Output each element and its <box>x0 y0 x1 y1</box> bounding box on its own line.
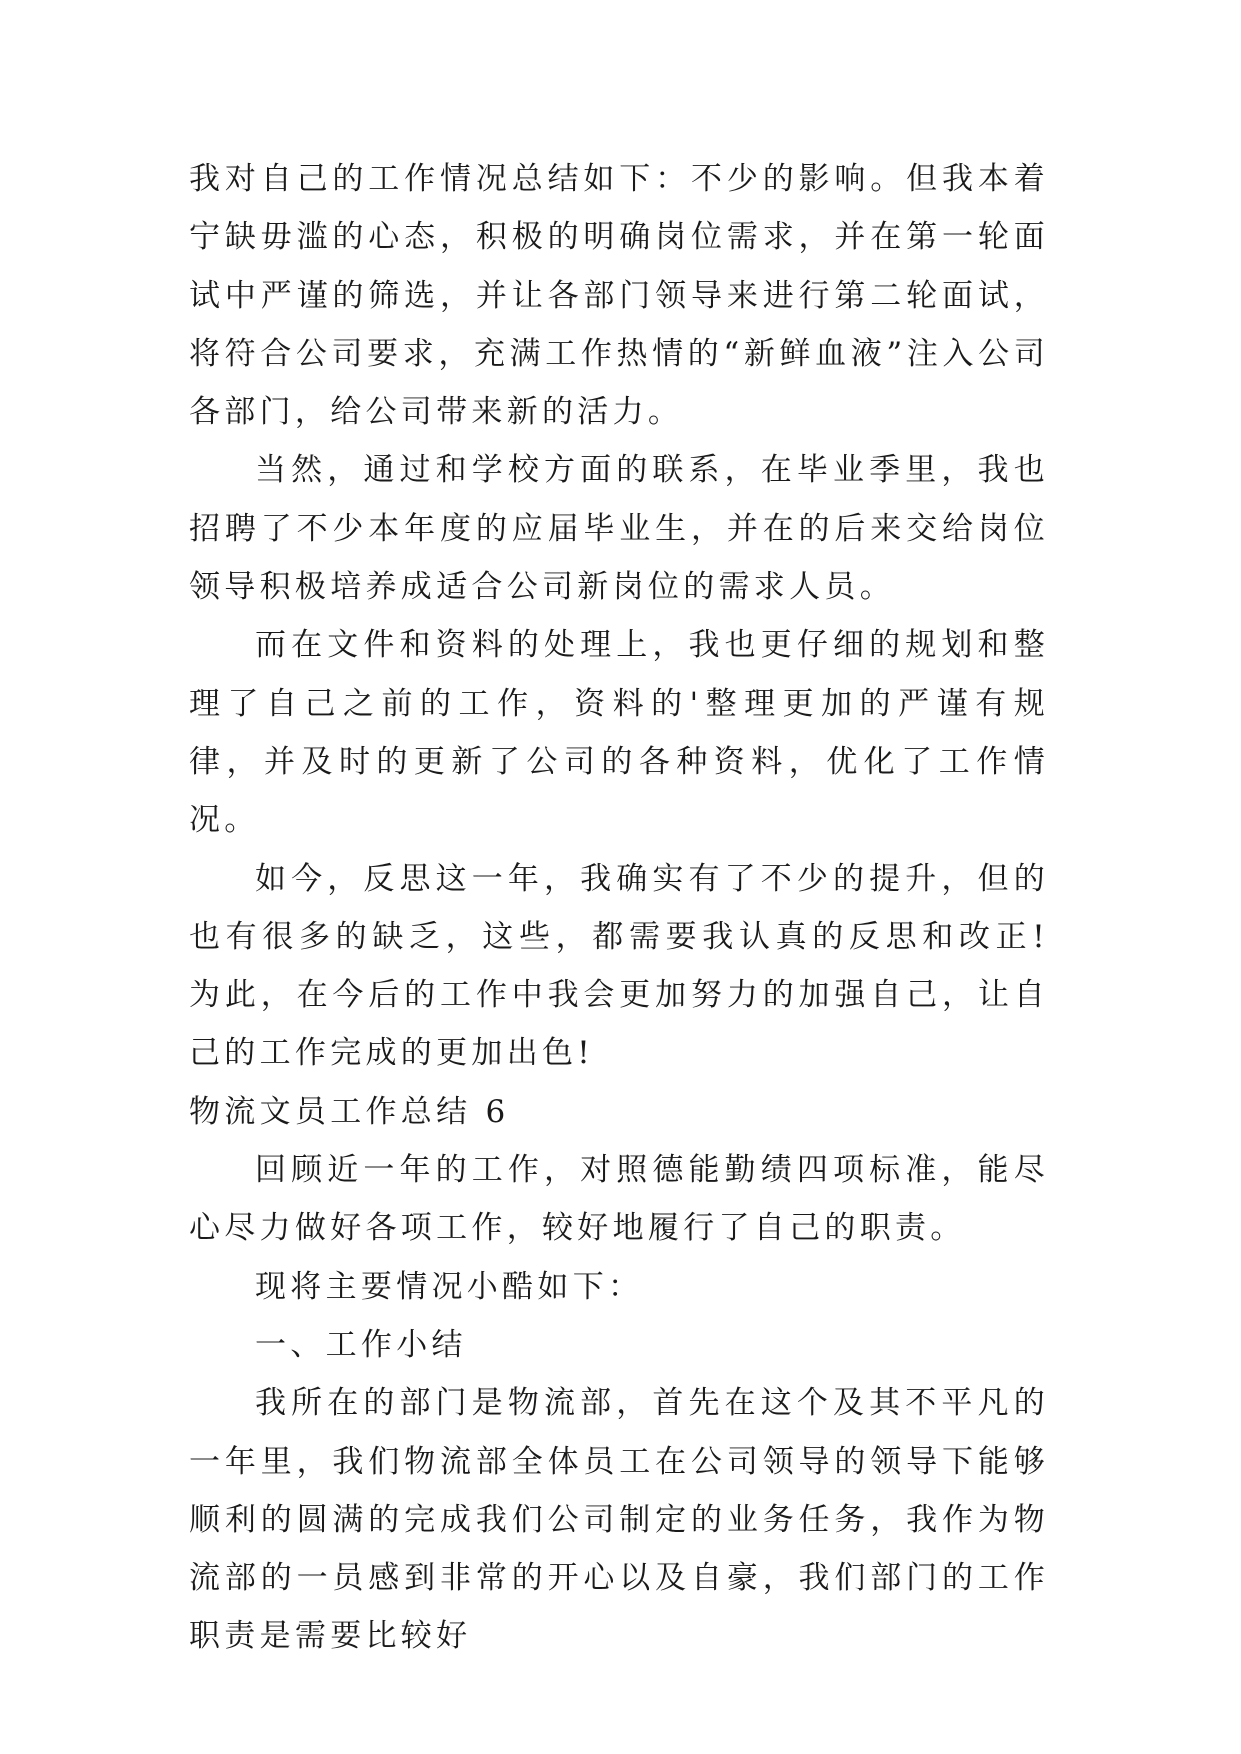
paragraph-6: 现将主要情况小酷如下： <box>255 1268 644 1305</box>
paragraph-1: 我对自己的工作情况总结如下：不少的影响。但我本着宁缺毋滥的心态，积极的明确岗位需求，并在第一轮面试中严谨的筛选，并让各部门领导来进行第二轮面试，将符合公司要求，充满工作热情的“新鲜血液”注入公司各部门，给公司带来新的活力。 <box>189 161 1049 431</box>
document-page <box>189 150 1049 1666</box>
paragraph-4: 如今，反思这一年，我确实有了不少的提升，但的也有很多的缺乏，这些，都需要我认真的反思和改正!为此，在今后的工作中我会更加努力的加强自己，让自己的工作完成的更加出色! <box>189 860 1049 1072</box>
section-heading: 物流文员工作总结 6 <box>189 1093 510 1130</box>
paragraph-7: 我所在的部门是物流部，首先在这个及其不平凡的一年里，我们物流部全体员工在公司领导的领导下能够顺利的圆满的完成我们公司制定的业务任务，我作为物流部的一员感到非常的开心以及自豪，我们部门的工作职责是需要比较好 <box>189 1385 1049 1655</box>
paragraph-5: 回顾近一年的工作，对照德能勤绩四项标准，能尽心尽力做好各项工作，较好地履行了自己的职责。 <box>189 1152 1049 1247</box>
subheading-work-summary: 一、工作小结 <box>255 1326 467 1363</box>
paragraph-2: 当然，通过和学校方面的联系，在毕业季里，我也招聘了不少本年度的应届毕业生，并在的后来交给岗位领导积极培养成适合公司新岗位的需求人员。 <box>189 452 1049 606</box>
paragraph-3: 而在文件和资料的处理上，我也更仔细的规划和整理了自己之前的工作，资料的'整理更加的严谨有规律，并及时的更新了公司的各种资料，优化了工作情况。 <box>189 627 1049 839</box>
